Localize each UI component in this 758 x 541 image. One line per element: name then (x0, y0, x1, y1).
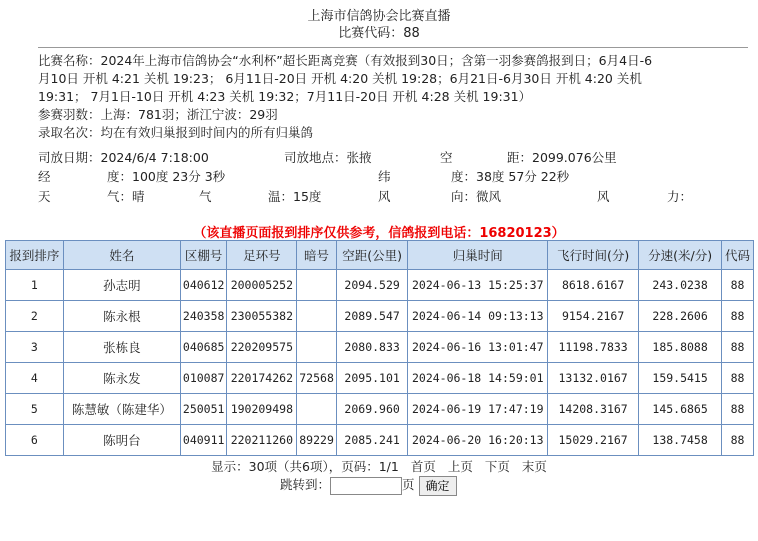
table-cell: 2085.241 (336, 425, 408, 456)
table-cell: 2024-06-16 13:01:47 (408, 332, 548, 363)
table-row (6, 301, 754, 332)
table-cell: 2089.547 (336, 301, 408, 332)
longitude-label: 经 (38, 169, 51, 184)
table-cell: 14208.3167 (548, 394, 639, 425)
table-cell: 孙志明 (63, 270, 180, 301)
wind-force-label: 风 (597, 189, 610, 204)
temperature-label: 气 (199, 189, 212, 204)
table-cell: 88 (722, 301, 754, 332)
table-cell: 200005252 (227, 270, 297, 301)
table-cell: 190209498 (227, 394, 297, 425)
latitude-label: 纬 (378, 169, 391, 184)
confirm-button[interactable]: 确定 (419, 476, 457, 496)
table-body (6, 270, 754, 456)
temperature-value: 温：15度 (268, 189, 322, 204)
table-cell: 2024-06-14 09:13:13 (408, 301, 548, 332)
prev-page-link[interactable]: 上页 (447, 459, 473, 474)
table-cell: 2080.833 (336, 332, 408, 363)
table-cell: 1 (6, 270, 64, 301)
table-cell: 040612 (180, 270, 227, 301)
wind-force: 力： (667, 189, 693, 204)
column-header: 暗号 (297, 241, 337, 270)
table-row (6, 332, 754, 363)
wind-label: 风 (378, 189, 391, 204)
weather-label: 天 (38, 189, 51, 204)
race-name-line3: 19:31； 7月1日-10日 开机 4:23 关机 19:32；7月11日-20日 开机 4:28 关机 19:31） (38, 89, 532, 104)
table-cell (297, 394, 337, 425)
table-cell: 228.2606 (639, 301, 722, 332)
race-name-line1: 比赛名称：2024年上海市信鸽协会“水利杯”超长距离竞赛（有效报到30日；含第一羽参赛鸽报到日；6月4日-6 (38, 53, 653, 68)
table-cell: 陈明台 (63, 425, 180, 456)
table-cell: 2024-06-20 16:20:13 (408, 425, 548, 456)
table-cell: 185.8088 (639, 332, 722, 363)
table-cell: 220174262 (227, 363, 297, 394)
table-cell: 010087 (180, 363, 227, 394)
page-header (0, 8, 758, 42)
table-cell: 243.0238 (639, 270, 722, 301)
column-header: 飞行时间(分) (548, 241, 639, 270)
table-cell: 159.5415 (639, 363, 722, 394)
table-cell: 250051 (180, 394, 227, 425)
wind-direction: 向：微风 (451, 189, 502, 204)
page-suffix: 页 (402, 477, 415, 492)
table-cell: 2094.529 (336, 270, 408, 301)
next-page-link[interactable]: 下页 (484, 459, 510, 474)
latitude-value: 度：38度 57分 22秒 (451, 169, 570, 184)
column-header: 空距(公里) (336, 241, 408, 270)
table-cell: 5 (6, 394, 64, 425)
table-cell: 88 (722, 332, 754, 363)
table-row (6, 425, 754, 456)
table-cell: 3 (6, 332, 64, 363)
table-cell: 138.7458 (639, 425, 722, 456)
weather-value: 气：晴 (107, 189, 145, 204)
participants: 参赛羽数：上海：781羽；浙江宁波：29羽 (38, 107, 278, 122)
race-name-line2: 月10日 开机 4:21 关机 19:23； 6月11日-20日 开机 4:20 关机 19:28；6月21日-6月30日 开机 4:20 关机 (38, 71, 642, 86)
table-cell: 220211260 (227, 425, 297, 456)
table-cell (297, 270, 337, 301)
table-cell (297, 332, 337, 363)
release-date: 司放日期：2024/6/4 7:18:00 (38, 150, 209, 165)
release-place: 司放地点：张掖 (284, 150, 372, 165)
table-cell: 2 (6, 301, 64, 332)
table-cell: 145.6865 (639, 394, 722, 425)
column-header: 姓名 (63, 241, 180, 270)
page-jump (280, 475, 457, 496)
table-cell: 2024-06-18 14:59:01 (408, 363, 548, 394)
page-title: 上海市信鸽协会比赛直播 (307, 9, 451, 24)
table-cell: 88 (722, 270, 754, 301)
table-cell: 4 (6, 363, 64, 394)
table-cell: 88 (722, 363, 754, 394)
pagination (0, 457, 758, 475)
page-summary: 显示：30项（共6项），页码：1/1 (211, 459, 399, 474)
table-cell: 220209575 (227, 332, 297, 363)
table-cell: 陈永发 (63, 363, 180, 394)
longitude-value: 度：100度 23分 3秒 (107, 169, 226, 184)
table-header-row (6, 241, 754, 270)
admission-rule: 录取名次：均在有效归巢报到时间内的所有归巢鸽 (38, 125, 314, 140)
table-cell: 6 (6, 425, 64, 456)
table-cell: 13132.0167 (548, 363, 639, 394)
table-cell: 240358 (180, 301, 227, 332)
table-cell: 040911 (180, 425, 227, 456)
column-header: 分速(米/分) (639, 241, 722, 270)
air-distance: 距：2099.076公里 (507, 150, 617, 165)
notice-banner: （该直播页面报到排序仅供参考，信鸽报到电话：16820123） (193, 226, 565, 241)
table-cell: 230055382 (227, 301, 297, 332)
column-header: 归巢时间 (408, 241, 548, 270)
table-cell: 2095.101 (336, 363, 408, 394)
table-cell: 72568 (297, 363, 337, 394)
table-cell: 89229 (297, 425, 337, 456)
table-row (6, 363, 754, 394)
table-cell: 张栋良 (63, 332, 180, 363)
table-cell: 9154.2167 (548, 301, 639, 332)
table-row (6, 394, 754, 425)
column-header: 代码 (722, 241, 754, 270)
last-page-link[interactable]: 末页 (521, 459, 547, 474)
table-cell: 2024-06-13 15:25:37 (408, 270, 548, 301)
table-cell: 040685 (180, 332, 227, 363)
table-cell: 88 (722, 394, 754, 425)
column-header: 足环号 (227, 241, 297, 270)
race-code: 比赛代码：88 (338, 26, 420, 41)
table-cell: 88 (722, 425, 754, 456)
column-header: 区棚号 (180, 241, 227, 270)
race-info (38, 52, 754, 142)
table-cell: 8618.6167 (548, 270, 639, 301)
air-label: 空 (440, 150, 453, 165)
results-table (5, 240, 754, 456)
table-cell: 2024-06-19 17:47:19 (408, 394, 548, 425)
jump-label: 跳转到： (280, 477, 331, 492)
table-cell: 15029.2167 (548, 425, 639, 456)
table-cell: 11198.7833 (548, 332, 639, 363)
table-cell: 陈慧敏（陈建华） (63, 394, 180, 425)
jump-page-input[interactable] (330, 477, 402, 495)
first-page-link[interactable]: 首页 (410, 459, 436, 474)
divider (38, 47, 748, 48)
column-header: 报到排序 (6, 241, 64, 270)
table-cell (297, 301, 337, 332)
table-row (6, 270, 754, 301)
table-cell: 2069.960 (336, 394, 408, 425)
table-cell: 陈永根 (63, 301, 180, 332)
